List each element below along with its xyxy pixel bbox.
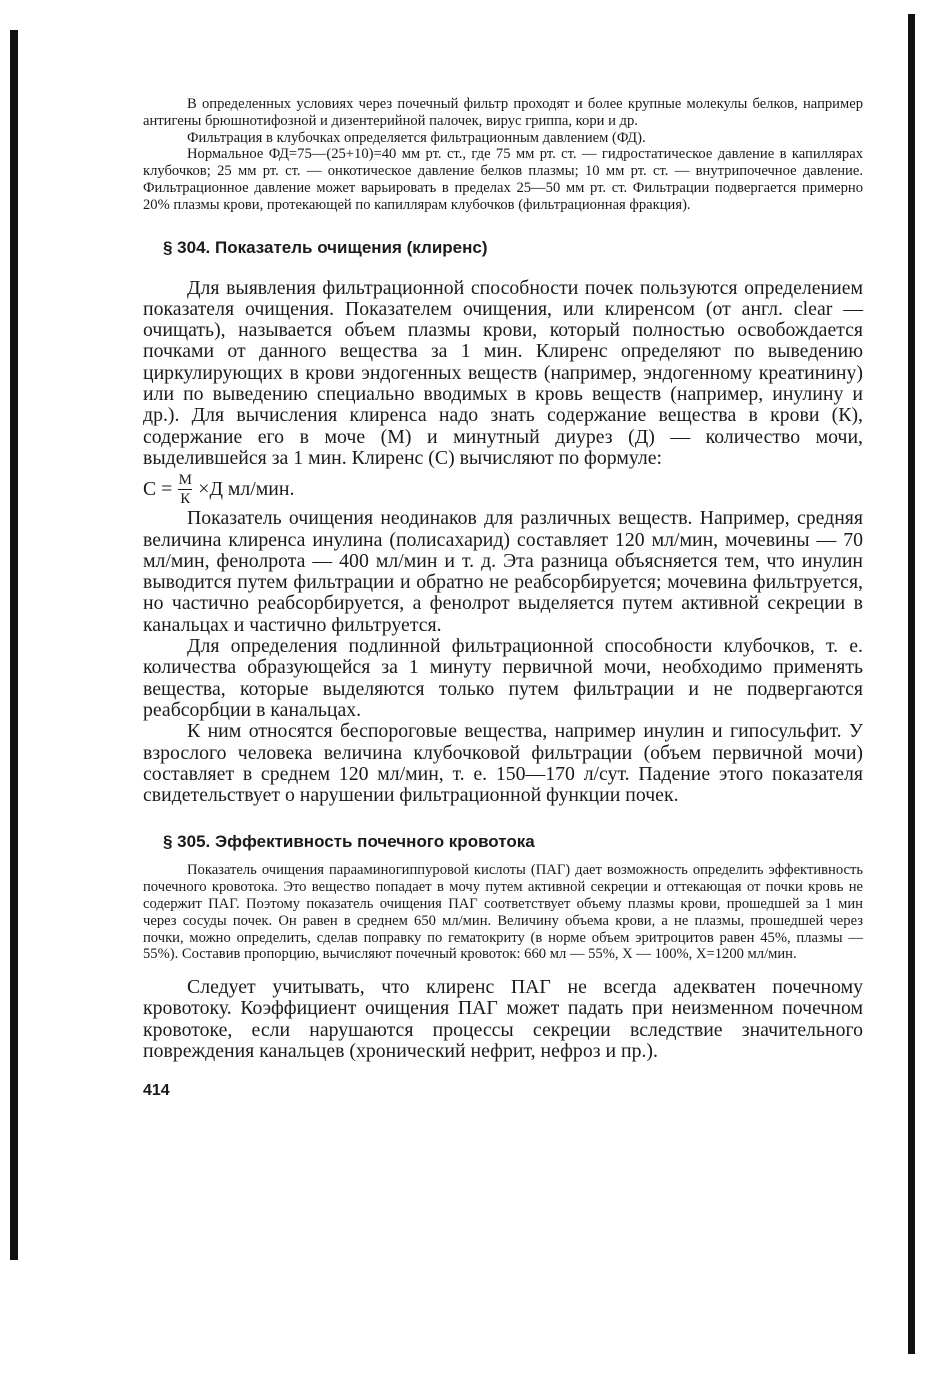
intro-paragraph: Фильтрация в клубочках определяется фильтрационным давлением (ФД). (187, 129, 646, 146)
intro-paragraph: В определенных условиях через почечный фильтр проходят и более крупные молекулы белков, например антигены брюшнотифозной и дизентерийной палочек, вирус гриппа, кори и др. (143, 96, 863, 129)
fraction-bar (178, 489, 192, 490)
formula-rhs: ×Д мл/мин. (198, 478, 295, 501)
formula-numerator: М (178, 472, 192, 489)
formula-denominator: К (180, 491, 191, 508)
scan-border-left (10, 30, 18, 1260)
clearance-formula (143, 473, 863, 506)
page-number: 414 (143, 1082, 170, 1100)
section-304-paragraph-3: Для определения подлинной фильтрационной способности клубочков, т. е. количества образующейся за 1 минуту первичной мочи, необходимо применять вещества, которые выделяются только путем фильтрации и не подвергаются реабсорбции в канальцах. (143, 635, 863, 721)
formula-fraction (178, 473, 192, 506)
formula-lhs: С = (143, 478, 173, 501)
book-page (143, 96, 863, 1100)
intro-small-text (143, 96, 863, 214)
section-304-paragraph-2: Показатель очищения неодинаков для различных веществ. Например, средняя величина клиренса инулина (полисахарид) составляет 120 мл/мин, мочевины — 70 мл/мин, фенолрота — 400 мл/мин и т. д. Эта разница объясняется тем, что инулин выводится путем фильтрации и обратно не реабсорбируется; мочевина фильтруется, но частично реабсорбируется, а фенолрот выделяется путем активной секреции в канальцах и частично фильтруется. (143, 507, 863, 636)
section-305-small-paragraph: Показатель очищения парааминогиппуровой кислоты (ПАГ) дает возможность определить эффективность почечного кровотока. Это вещество попадает в мочу путем активной секреции и оттекающая от почки кровь не содержит ПАГ. Поэтому показатель очищения ПАГ соответствует объему плазмы крови, прошедшей за 1 мин через сосуды почек. Он равен в среднем 650 мл/мин. Величину объема крови, а не плазмы, прошедшей через почки, можно определить, сделав поправку по гематокриту (в норме объем эритроцитов равен 45%, плазмы — 55%). Составив пропорцию, вычисляют почечный кровоток: 660 мл — 55%, Х — 100%, Х=1200 мл/мин. (143, 862, 863, 963)
intro-paragraph: Нормальное ФД=75—(25+10)=40 мм рт. ст., где 75 мм рт. ст. — гидростатическое давление в капиллярах клубочков; 25 мм рт. ст. — онкотическое давление белков плазмы; 10 мм рт. ст. — внутрипочечное давление. Фильтрационное давление может варьировать в пределах 25—50 мм рт. ст. Фильтрации подвергается примерно 20% плазмы крови, протекающей по капиллярам клубочков (фильтрационная фракция). (143, 146, 863, 213)
section-304-heading: § 304. Показатель очищения (клиренс) (163, 237, 488, 257)
section-304-paragraph-1: Для выявления фильтрационной способности почек пользуются определением показателя очищения. Показателем очищения, или клиренсом (от англ. clear — очищать), называется объем плазмы крови, который полностью освобождается почками от данного вещества за 1 мин. Клиренс определяют по выведению циркулирующих в крови эндогенных веществ (например, эндогенному креатинину) или по выведению специально вводимых в кровь веществ (например, инулину и др.). Для вычисления клиренса надо знать содержание вещества в крови (К), содержание его в моче (М) и минутный диурез (Д) — количество мочи, выделившейся за 1 мин. Клиренс (С) вычисляют по формуле: (143, 276, 863, 469)
scan-border-right (908, 14, 915, 1354)
section-304-paragraph-4: К ним относятся беспороговые вещества, например инулин и гипосульфит. У взрослого человека величина клубочковой фильтрации (объем первичной мочи) составляет в среднем 120 мл/мин, т. е. 150—170 л/сут. Падение этого показателя свидетельствует о нарушении фильтрационной функции почек. (143, 720, 863, 807)
section-305-paragraph: Следует учитывать, что клиренс ПАГ не всегда адекватен почечному кровотоку. Коэффициент очищения ПАГ может падать при неизменном почечном кровотоке, если нарушаются процессы секреции вследствие значительного повреждения канальцев (хронический нефрит, нефроз и пр.). (143, 976, 863, 1063)
section-305-heading: § 305. Эффективность почечного кровотока (163, 832, 535, 852)
